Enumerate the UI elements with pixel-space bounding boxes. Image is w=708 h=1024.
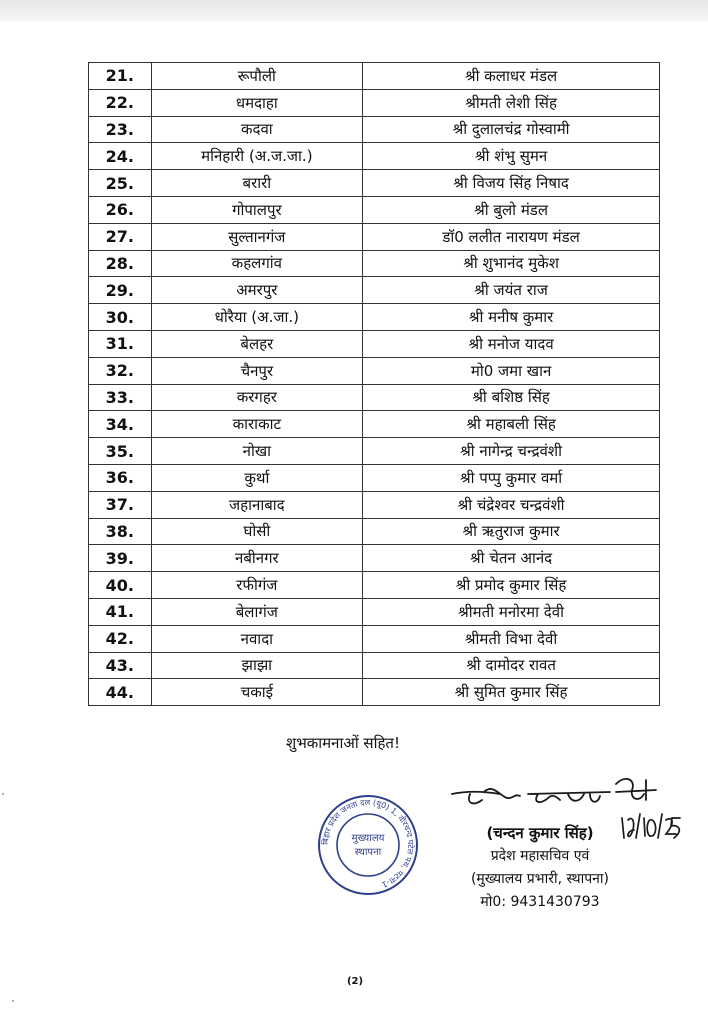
candidate-name-cell: श्रीमती लेशी सिंह [363, 89, 660, 116]
constituency-cell: गोपालपुर [151, 196, 363, 223]
candidate-table-body [89, 63, 660, 706]
constituency-cell: काराकाट [151, 411, 363, 438]
candidate-name-cell: श्रीमती मनोरमा देवी [363, 598, 660, 625]
constituency-cell: कुर्था [151, 464, 363, 491]
serial-number-cell: 40. [89, 572, 152, 599]
table-row [89, 89, 660, 116]
constituency-cell: रूपौली [151, 63, 363, 90]
serial-number-cell: 32. [89, 357, 152, 384]
serial-number-cell: 36. [89, 464, 152, 491]
table-row [89, 464, 660, 491]
candidate-name-cell: श्री शुभानंद मुकेश [363, 250, 660, 277]
serial-number-cell: 21. [89, 63, 152, 90]
candidate-name-cell: श्री पप्पु कुमार वर्मा [363, 464, 660, 491]
serial-number-cell: 42. [89, 625, 152, 652]
serial-number-cell: 29. [89, 277, 152, 304]
table-row [89, 116, 660, 143]
stamp-ring-text: बिहार प्रदेश जनता दल (यू0) 1, वीरचन्द पटेल पथ, पटना-1 [320, 797, 416, 890]
serial-number-cell: 23. [89, 116, 152, 143]
table-row [89, 438, 660, 465]
table-row [89, 545, 660, 572]
table-row [89, 170, 660, 197]
candidate-table [88, 62, 660, 706]
serial-number-cell: 22. [89, 89, 152, 116]
stamp-inner-line-1: मुख्यालय [351, 833, 385, 844]
constituency-cell: अमरपुर [151, 277, 363, 304]
greeting-text: शुभकामनाओं सहित! [286, 734, 400, 752]
constituency-cell: चैनपुर [151, 357, 363, 384]
candidate-name-cell: श्री बुलो मंडल [363, 196, 660, 223]
candidate-name-cell: श्री दामोदर रावत [363, 652, 660, 679]
table-row [89, 652, 660, 679]
table-row [89, 223, 660, 250]
candidate-name-cell: श्री मनोज यादव [363, 330, 660, 357]
signatory-block [420, 822, 660, 914]
constituency-cell: कदवा [151, 116, 363, 143]
constituency-cell: झाझा [151, 652, 363, 679]
candidate-name-cell: श्री प्रमोद कुमार सिंह [363, 572, 660, 599]
candidate-name-cell: श्री चेतन आनंद [363, 545, 660, 572]
constituency-cell: नबीनगर [151, 545, 363, 572]
candidate-name-cell: श्री महाबली सिंह [363, 411, 660, 438]
table-row [89, 330, 660, 357]
table-row [89, 572, 660, 599]
serial-number-cell: 33. [89, 384, 152, 411]
table-row [89, 196, 660, 223]
table-row [89, 304, 660, 331]
signatory-name: (चन्दन कुमार सिंह) [486, 824, 594, 842]
signatory-office: (मुख्यालय प्रभारी, स्थापना) [470, 871, 610, 887]
constituency-cell: घोसी [151, 518, 363, 545]
constituency-cell: चकाई [151, 679, 363, 706]
serial-number-cell: 35. [89, 438, 152, 465]
serial-number-cell: 44. [89, 679, 152, 706]
candidate-name-cell: श्री मनीष कुमार [363, 304, 660, 331]
constituency-cell: करगहर [151, 384, 363, 411]
constituency-cell: कहलगांव [151, 250, 363, 277]
scan-speck [2, 793, 4, 795]
candidate-name-cell: श्री चंद्रेश्वर चन्द्रवंशी [363, 491, 660, 518]
serial-number-cell: 24. [89, 143, 152, 170]
table-row [89, 357, 660, 384]
serial-number-cell: 41. [89, 598, 152, 625]
table-row [89, 411, 660, 438]
serial-number-cell: 37. [89, 491, 152, 518]
serial-number-cell: 28. [89, 250, 152, 277]
serial-number-cell: 43. [89, 652, 152, 679]
table-row [89, 277, 660, 304]
candidate-name-cell: श्री दुलालचंद्र गोस्वामी [363, 116, 660, 143]
constituency-cell: जहानाबाद [151, 491, 363, 518]
constituency-cell: नवादा [151, 625, 363, 652]
candidate-name-cell: श्री शंभु सुमन [363, 143, 660, 170]
serial-number-cell: 30. [89, 304, 152, 331]
signatory-designation: प्रदेश महासचिव एवं [490, 848, 590, 864]
scan-top-edge [0, 0, 708, 22]
constituency-cell: रफीगंज [151, 572, 363, 599]
party-office-stamp [316, 793, 420, 897]
candidate-name-cell: श्री ऋतुराज कुमार [363, 518, 660, 545]
table-row [89, 679, 660, 706]
constituency-cell: मनिहारी (अ.ज.जा.) [151, 143, 363, 170]
page-number: (2) [346, 976, 364, 987]
candidate-name-cell: श्री कलाधर मंडल [363, 63, 660, 90]
constituency-cell: नोखा [151, 438, 363, 465]
table-row [89, 250, 660, 277]
table-row [89, 384, 660, 411]
scan-speck [12, 1000, 14, 1002]
stamp-inner-line-2: स्थापना [354, 847, 382, 858]
table-row [89, 518, 660, 545]
signatory-mobile: मो0: 9431430793 [480, 894, 600, 910]
serial-number-cell: 25. [89, 170, 152, 197]
candidate-name-cell: श्री नागेन्द्र चन्द्रवंशी [363, 438, 660, 465]
constituency-cell: बरारी [151, 170, 363, 197]
table-row [89, 598, 660, 625]
serial-number-cell: 38. [89, 518, 152, 545]
serial-number-cell: 39. [89, 545, 152, 572]
candidate-name-cell: श्री विजय सिंह निषाद [363, 170, 660, 197]
constituency-cell: सुल्तानगंज [151, 223, 363, 250]
constituency-cell: बेलहर [151, 330, 363, 357]
candidate-name-cell: श्रीमती विभा देवी [363, 625, 660, 652]
candidate-name-cell: श्री जयंत राज [363, 277, 660, 304]
serial-number-cell: 26. [89, 196, 152, 223]
serial-number-cell: 34. [89, 411, 152, 438]
constituency-cell: बेलागंज [151, 598, 363, 625]
table-row [89, 143, 660, 170]
constituency-cell: धोरैया (अ.जा.) [151, 304, 363, 331]
candidate-name-cell: डॉ0 ललीत नारायण मंडल [363, 223, 660, 250]
serial-number-cell: 31. [89, 330, 152, 357]
table-row [89, 625, 660, 652]
candidate-name-cell: मो0 जमा खान [363, 357, 660, 384]
table-row [89, 63, 660, 90]
table-row [89, 491, 660, 518]
constituency-cell: धमदाहा [151, 89, 363, 116]
serial-number-cell: 27. [89, 223, 152, 250]
candidate-name-cell: श्री बशिष्ठ सिंह [363, 384, 660, 411]
candidate-name-cell: श्री सुमित कुमार सिंह [363, 679, 660, 706]
